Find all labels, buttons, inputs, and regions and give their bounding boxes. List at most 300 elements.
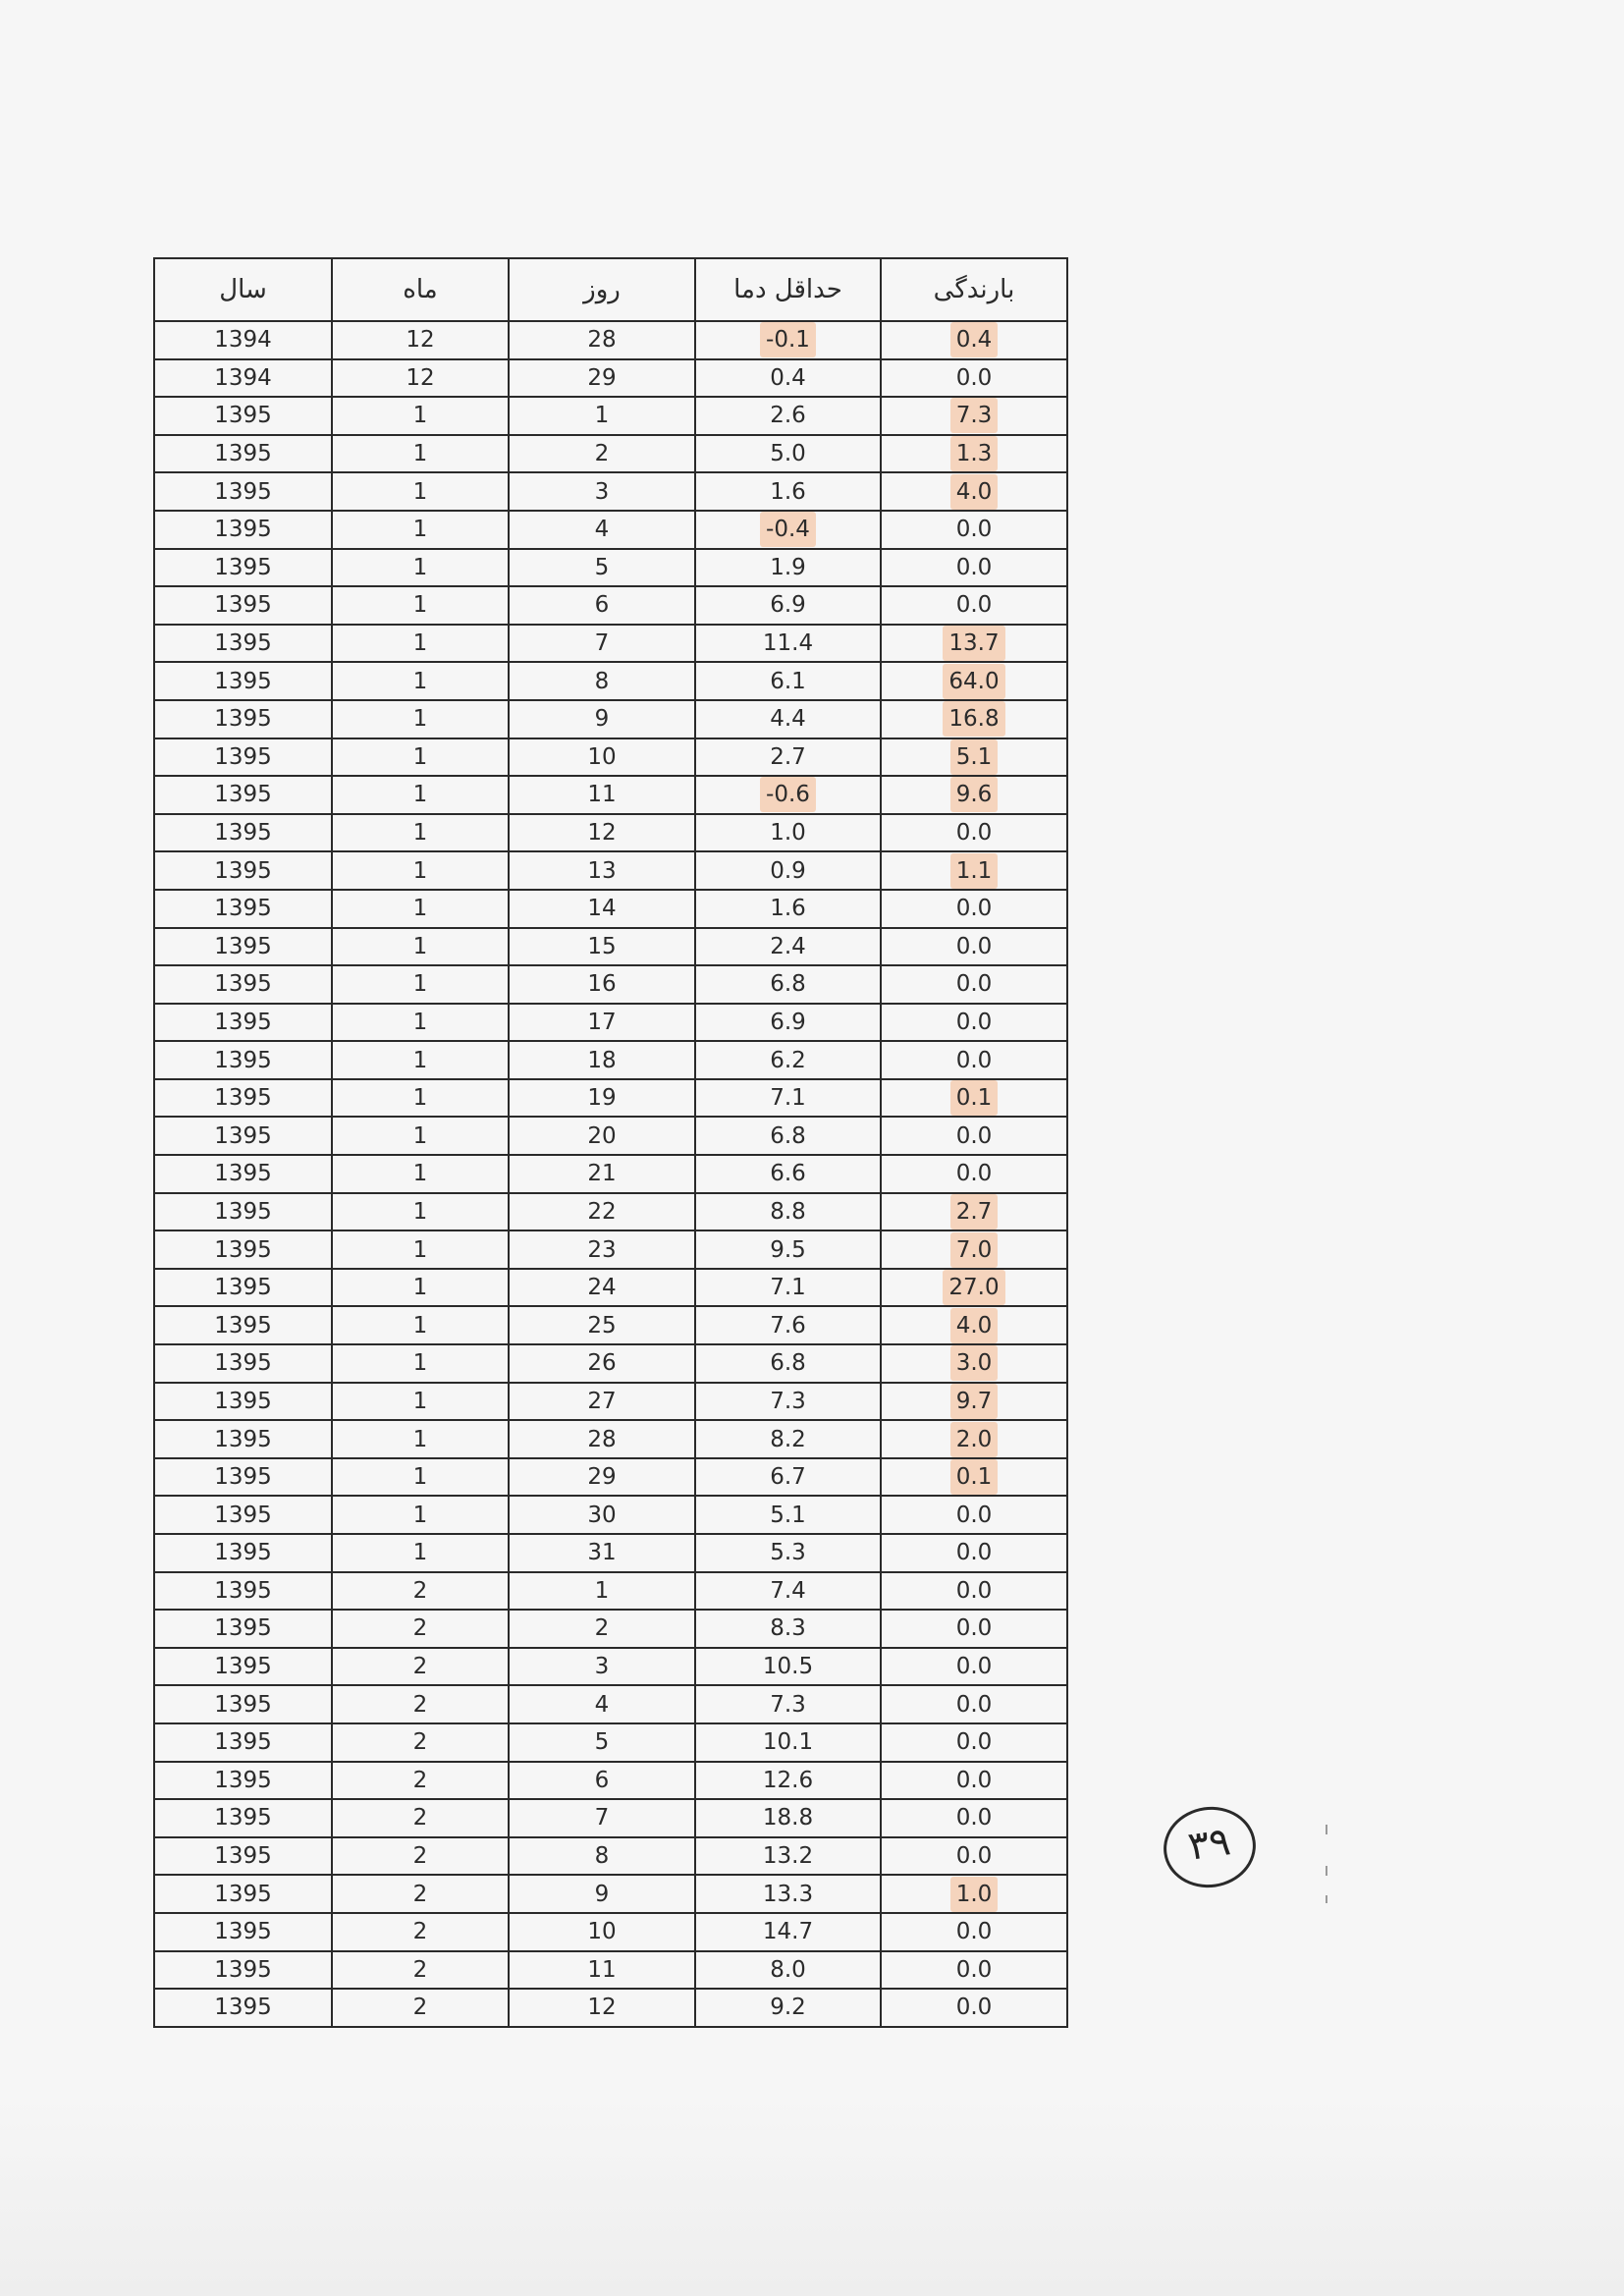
cell-year-value: 1395 [214, 743, 272, 770]
cell-precipitation-value: 0.0 [955, 1615, 993, 1642]
cell-day [509, 1230, 695, 1269]
cell-min-temp [695, 1420, 881, 1458]
cell-min-temp-value: 6.8 [770, 971, 806, 998]
cell-min-temp [695, 435, 881, 473]
cell-precipitation-value: 0.0 [955, 1843, 993, 1870]
cell-precipitation [881, 814, 1067, 852]
cell-precipitation-value: 0.0 [955, 1729, 993, 1756]
cell-day-value: 10 [587, 743, 617, 770]
cell-year-value: 1395 [214, 1540, 272, 1566]
cell-min-temp-value: 8.8 [770, 1198, 806, 1225]
cell-month [332, 890, 509, 928]
cell-year-value: 1395 [214, 668, 272, 694]
cell-precipitation [881, 1610, 1067, 1648]
cell-month-value: 2 [412, 1691, 428, 1718]
cell-year [154, 1534, 332, 1572]
cell-min-temp [695, 1344, 881, 1383]
cell-month-value: 1 [412, 1312, 428, 1339]
cell-year [154, 890, 332, 928]
cell-month [332, 1155, 509, 1193]
cell-month [332, 472, 509, 511]
cell-day-value: 30 [587, 1502, 617, 1528]
cell-precipitation-value: 0.4 [950, 322, 999, 357]
cell-precipitation-value: 13.7 [943, 626, 1004, 661]
cell-day [509, 738, 695, 777]
cell-day-value: 27 [587, 1388, 617, 1414]
cell-min-temp-value: 9.2 [770, 1995, 806, 2021]
table-row [154, 435, 1067, 473]
cell-min-temp-value: 18.8 [762, 1805, 814, 1831]
cell-month-value: 1 [412, 1047, 428, 1073]
cell-month-value: 12 [406, 327, 435, 354]
cell-day-value: 1 [594, 1577, 610, 1604]
cell-year-value: 1395 [214, 1729, 272, 1756]
cell-year-value: 1395 [214, 857, 272, 884]
cell-year-value: 1395 [214, 1767, 272, 1793]
cell-year [154, 1193, 332, 1231]
cell-day [509, 359, 695, 398]
cell-month-value: 2 [412, 1577, 428, 1604]
cell-month [332, 1762, 509, 1800]
cell-min-temp [695, 1230, 881, 1269]
cell-min-temp [695, 1306, 881, 1344]
cell-month-value: 2 [412, 1654, 428, 1680]
cell-month-value: 2 [412, 1881, 428, 1907]
cell-precipitation-value: 7.3 [950, 398, 999, 433]
cell-min-temp-value: 7.6 [770, 1312, 806, 1339]
cell-day [509, 1951, 695, 1990]
cell-min-temp-value: 6.6 [770, 1161, 806, 1187]
cell-month [332, 1913, 509, 1951]
cell-year-value: 1395 [214, 1312, 272, 1339]
cell-min-temp-value: 6.7 [770, 1464, 806, 1491]
cell-month [332, 397, 509, 435]
cell-year-value: 1395 [214, 933, 272, 959]
cell-year [154, 1875, 332, 1913]
cell-month [332, 1989, 509, 2027]
cell-year [154, 1723, 332, 1762]
cell-day [509, 1041, 695, 1079]
cell-min-temp-value: 7.1 [770, 1085, 806, 1112]
cell-min-temp-value: 11.4 [762, 630, 814, 657]
cell-day-value: 25 [587, 1312, 617, 1339]
cell-min-temp [695, 1117, 881, 1155]
cell-precipitation [881, 472, 1067, 511]
cell-month-value: 1 [412, 1198, 428, 1225]
page-bottom-shade [0, 2092, 1624, 2296]
cell-month [332, 1799, 509, 1837]
cell-precipitation [881, 1004, 1067, 1042]
cell-min-temp [695, 851, 881, 890]
table-row [154, 321, 1067, 359]
cell-precipitation-value: 9.6 [950, 777, 999, 812]
table-row [154, 1155, 1067, 1193]
cell-day-value: 12 [587, 820, 617, 847]
table-row [154, 1041, 1067, 1079]
cell-min-temp-value: 5.0 [770, 441, 806, 467]
cell-precipitation-value: 0.0 [955, 517, 993, 543]
cell-precipitation [881, 511, 1067, 549]
cell-month-value: 2 [412, 1729, 428, 1756]
table-row [154, 359, 1067, 398]
cell-min-temp [695, 890, 881, 928]
cell-year [154, 1951, 332, 1990]
cell-precipitation [881, 1458, 1067, 1497]
cell-year [154, 435, 332, 473]
cell-month [332, 1306, 509, 1344]
cell-day [509, 700, 695, 738]
cell-year-value: 1395 [214, 592, 272, 619]
cell-year [154, 1610, 332, 1648]
cell-day [509, 1572, 695, 1611]
cell-min-temp [695, 1572, 881, 1611]
cell-min-temp-value: 1.6 [770, 896, 806, 922]
cell-min-temp-value: 5.3 [770, 1540, 806, 1566]
cell-min-temp [695, 321, 881, 359]
cell-precipitation [881, 1155, 1067, 1193]
cell-precipitation [881, 1875, 1067, 1913]
cell-day [509, 1496, 695, 1534]
cell-precipitation [881, 1117, 1067, 1155]
cell-min-temp-value: 7.3 [770, 1388, 806, 1414]
cell-precipitation [881, 321, 1067, 359]
cell-day [509, 1875, 695, 1913]
cell-year [154, 738, 332, 777]
cell-day-value: 4 [594, 517, 610, 543]
cell-month [332, 511, 509, 549]
cell-year [154, 321, 332, 359]
cell-month [332, 1420, 509, 1458]
cell-month-value: 2 [412, 1843, 428, 1870]
cell-month-value: 1 [412, 1009, 428, 1035]
handwritten-page-number: ۳۹ [1159, 1801, 1261, 1893]
cell-precipitation [881, 435, 1067, 473]
cell-month [332, 1875, 509, 1913]
table-row [154, 1572, 1067, 1611]
cell-min-temp-value: 2.6 [770, 403, 806, 429]
cell-day [509, 1155, 695, 1193]
cell-min-temp [695, 738, 881, 777]
cell-month [332, 1648, 509, 1686]
table-row [154, 1306, 1067, 1344]
cell-day [509, 1458, 695, 1497]
cell-precipitation [881, 700, 1067, 738]
cell-day-value: 13 [587, 857, 617, 884]
cell-year-value: 1395 [214, 1615, 272, 1642]
cell-precipitation-value: 0.1 [950, 1459, 999, 1495]
cell-year [154, 1648, 332, 1686]
cell-precipitation [881, 586, 1067, 625]
cell-month-value: 1 [412, 592, 428, 619]
table-row [154, 776, 1067, 814]
cell-min-temp-value: 8.0 [770, 1956, 806, 1983]
cell-day-value: 24 [587, 1275, 617, 1301]
cell-precipitation [881, 738, 1067, 777]
cell-day [509, 1610, 695, 1648]
cell-month-value: 1 [412, 1502, 428, 1528]
cell-month [332, 814, 509, 852]
table-row [154, 1648, 1067, 1686]
cell-day [509, 397, 695, 435]
cell-day-value: 16 [587, 971, 617, 998]
cell-min-temp-value: 2.4 [770, 933, 806, 959]
cell-min-temp [695, 472, 881, 511]
cell-month [332, 928, 509, 966]
cell-year [154, 511, 332, 549]
cell-year-value: 1395 [214, 1843, 272, 1870]
cell-min-temp [695, 1004, 881, 1042]
cell-precipitation [881, 1383, 1067, 1421]
cell-precipitation [881, 1306, 1067, 1344]
table-row [154, 1989, 1067, 2027]
cell-month [332, 1383, 509, 1421]
cell-precipitation-value: 16.8 [943, 701, 1004, 737]
cell-day [509, 1193, 695, 1231]
cell-day-value: 15 [587, 933, 617, 959]
cell-precipitation [881, 1572, 1067, 1611]
cell-day [509, 321, 695, 359]
margin-mark [1326, 1866, 1327, 1876]
cell-day-value: 6 [594, 1767, 610, 1793]
cell-year-value: 1395 [214, 1502, 272, 1528]
cell-day-value: 10 [587, 1919, 617, 1945]
cell-month [332, 435, 509, 473]
cell-month [332, 851, 509, 890]
cell-precipitation [881, 1799, 1067, 1837]
cell-min-temp [695, 1685, 881, 1723]
cell-day-value: 31 [587, 1540, 617, 1566]
cell-year [154, 1269, 332, 1307]
cell-min-temp-value: 6.2 [770, 1047, 806, 1073]
cell-month-value: 2 [412, 1767, 428, 1793]
cell-month [332, 549, 509, 587]
table-row [154, 1799, 1067, 1837]
cell-day-value: 19 [587, 1085, 617, 1112]
cell-year-value: 1395 [214, 403, 272, 429]
cell-min-temp [695, 814, 881, 852]
cell-day [509, 965, 695, 1004]
cell-precipitation [881, 1762, 1067, 1800]
cell-month [332, 700, 509, 738]
table-row [154, 1875, 1067, 1913]
cell-day-value: 3 [594, 1654, 610, 1680]
header-month: ماه [332, 258, 509, 321]
cell-precipitation [881, 1344, 1067, 1383]
cell-month [332, 1193, 509, 1231]
cell-precipitation-value: 0.0 [955, 896, 993, 922]
cell-year-value: 1395 [214, 1236, 272, 1263]
cell-min-temp-value: 5.1 [770, 1502, 806, 1528]
cell-min-temp-value: 8.3 [770, 1615, 806, 1642]
table-row [154, 1951, 1067, 1990]
cell-min-temp [695, 1723, 881, 1762]
cell-precipitation-value: 4.0 [950, 1308, 999, 1343]
cell-day [509, 890, 695, 928]
cell-year [154, 1383, 332, 1421]
cell-month-value: 1 [412, 857, 428, 884]
cell-precipitation-value: 0.0 [955, 933, 993, 959]
cell-year-value: 1394 [214, 364, 272, 391]
cell-year [154, 1344, 332, 1383]
cell-day-value: 11 [587, 1956, 617, 1983]
cell-month-value: 1 [412, 1388, 428, 1414]
header-day: روز [509, 258, 695, 321]
cell-day [509, 1269, 695, 1307]
cell-precipitation-value: 0.0 [955, 971, 993, 998]
table-row [154, 1685, 1067, 1723]
cell-year [154, 1155, 332, 1193]
cell-day-value: 5 [594, 1729, 610, 1756]
cell-precipitation [881, 1496, 1067, 1534]
cell-month-value: 1 [412, 441, 428, 467]
cell-day-value: 1 [594, 403, 610, 429]
cell-year [154, 1496, 332, 1534]
cell-day-value: 28 [587, 1426, 617, 1452]
cell-day [509, 776, 695, 814]
cell-precipitation-value: 2.7 [950, 1194, 999, 1230]
cell-day-value: 9 [594, 1881, 610, 1907]
cell-year [154, 549, 332, 587]
cell-precipitation-value: 0.0 [955, 1767, 993, 1793]
cell-precipitation [881, 1079, 1067, 1118]
table-row [154, 965, 1067, 1004]
cell-min-temp [695, 965, 881, 1004]
cell-month-value: 1 [412, 630, 428, 657]
cell-min-temp-value: 8.2 [770, 1426, 806, 1452]
cell-precipitation [881, 851, 1067, 890]
cell-min-temp-value: 4.4 [770, 706, 806, 733]
cell-min-temp-value: 10.1 [762, 1729, 814, 1756]
cell-month-value: 1 [412, 782, 428, 808]
cell-month-value: 1 [412, 933, 428, 959]
table-row [154, 1837, 1067, 1876]
cell-day-value: 29 [587, 1464, 617, 1491]
cell-month [332, 965, 509, 1004]
cell-year [154, 1837, 332, 1876]
cell-min-temp [695, 662, 881, 700]
cell-year-value: 1395 [214, 782, 272, 808]
cell-day [509, 1989, 695, 2027]
table-row [154, 738, 1067, 777]
cell-min-temp-value: 12.6 [762, 1767, 814, 1793]
cell-month-value: 1 [412, 1085, 428, 1112]
table-row [154, 1420, 1067, 1458]
cell-month-value: 1 [412, 1350, 428, 1377]
cell-year-value: 1395 [214, 1161, 272, 1187]
table-row [154, 397, 1067, 435]
table-row [154, 662, 1067, 700]
cell-min-temp [695, 1458, 881, 1497]
table-row [154, 1269, 1067, 1307]
cell-day [509, 586, 695, 625]
cell-precipitation [881, 1685, 1067, 1723]
table-row [154, 1458, 1067, 1497]
cell-precipitation [881, 625, 1067, 663]
cell-day-value: 5 [594, 554, 610, 580]
cell-min-temp-value: 9.5 [770, 1236, 806, 1263]
cell-precipitation [881, 965, 1067, 1004]
cell-year [154, 586, 332, 625]
cell-month-value: 1 [412, 1275, 428, 1301]
cell-day-value: 29 [587, 364, 617, 391]
cell-year [154, 625, 332, 663]
cell-month [332, 1117, 509, 1155]
cell-month [332, 1344, 509, 1383]
cell-day-value: 8 [594, 1843, 610, 1870]
cell-min-temp [695, 625, 881, 663]
header-year: سال [154, 258, 332, 321]
table-row [154, 1230, 1067, 1269]
cell-day-value: 8 [594, 668, 610, 694]
cell-min-temp-value: 6.8 [770, 1122, 806, 1149]
cell-min-temp [695, 1989, 881, 2027]
cell-month [332, 625, 509, 663]
cell-day-value: 26 [587, 1350, 617, 1377]
cell-min-temp [695, 1496, 881, 1534]
cell-min-temp-value: 7.1 [770, 1275, 806, 1301]
cell-year [154, 397, 332, 435]
cell-min-temp-value: 1.9 [770, 554, 806, 580]
cell-day [509, 814, 695, 852]
cell-day-value: 17 [587, 1009, 617, 1035]
cell-year [154, 359, 332, 398]
cell-year [154, 472, 332, 511]
cell-day [509, 1344, 695, 1383]
cell-precipitation [881, 776, 1067, 814]
cell-month-value: 1 [412, 668, 428, 694]
cell-month [332, 662, 509, 700]
cell-precipitation-value: 0.0 [955, 1009, 993, 1035]
cell-min-temp-value: 10.5 [762, 1654, 814, 1680]
cell-precipitation-value: 9.7 [950, 1384, 999, 1419]
table-row [154, 1344, 1067, 1383]
cell-day [509, 472, 695, 511]
cell-day [509, 1117, 695, 1155]
cell-min-temp-value: 1.6 [770, 478, 806, 505]
cell-min-temp [695, 1799, 881, 1837]
cell-precipitation-value: 0.0 [955, 364, 993, 391]
cell-min-temp [695, 1269, 881, 1307]
cell-year [154, 1230, 332, 1269]
cell-precipitation-value: 64.0 [943, 664, 1004, 699]
cell-month [332, 1004, 509, 1042]
cell-min-temp [695, 1837, 881, 1876]
cell-year-value: 1395 [214, 1654, 272, 1680]
cell-month [332, 776, 509, 814]
cell-precipitation-value: 0.1 [950, 1080, 999, 1116]
cell-year-value: 1395 [214, 1577, 272, 1604]
cell-day-value: 18 [587, 1047, 617, 1073]
cell-day [509, 1723, 695, 1762]
cell-year-value: 1395 [214, 820, 272, 847]
cell-day-value: 22 [587, 1198, 617, 1225]
table-row [154, 928, 1067, 966]
cell-min-temp [695, 1762, 881, 1800]
cell-year [154, 1079, 332, 1118]
table-row [154, 472, 1067, 511]
cell-year-value: 1395 [214, 1388, 272, 1414]
cell-min-temp [695, 511, 881, 549]
cell-day [509, 1534, 695, 1572]
cell-month-value: 1 [412, 706, 428, 733]
cell-year-value: 1395 [214, 1047, 272, 1073]
cell-day [509, 851, 695, 890]
table-row [154, 814, 1067, 852]
cell-month [332, 1079, 509, 1118]
cell-day [509, 1306, 695, 1344]
cell-month-value: 1 [412, 971, 428, 998]
cell-month-value: 1 [412, 478, 428, 505]
